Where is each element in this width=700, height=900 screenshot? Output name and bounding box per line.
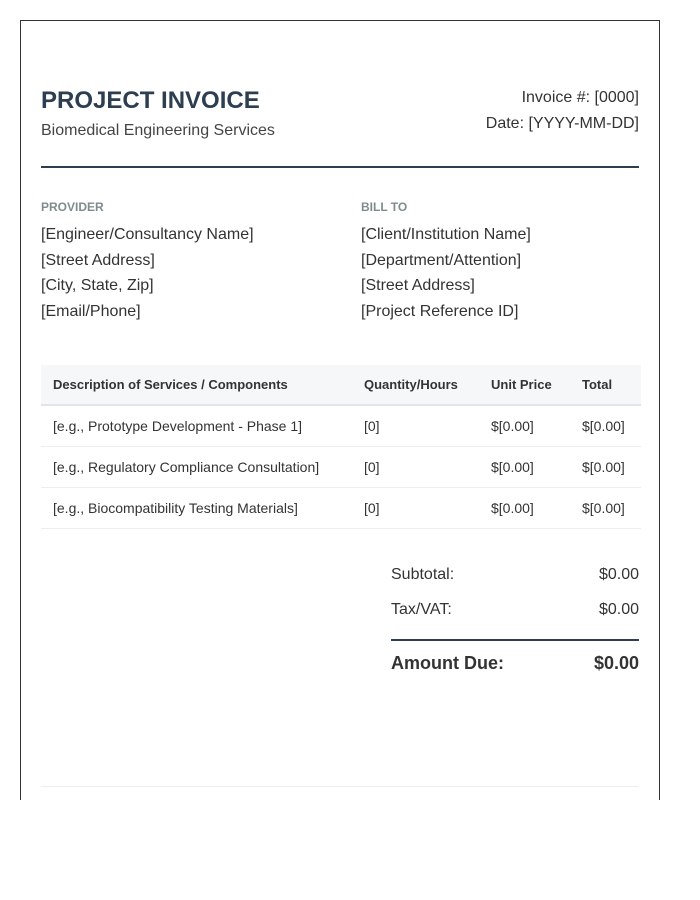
tax-row [391, 596, 639, 631]
subtotal-label: Subtotal: [391, 566, 455, 583]
provider-block [41, 198, 321, 324]
invoice-meta [486, 85, 639, 137]
project-reference: [Project Reference ID] [361, 302, 519, 320]
item-description: [e.g., Regulatory Compliance Consultation] [41, 447, 352, 488]
column-header-quantity: Quantity/Hours [352, 365, 479, 405]
item-total: $[0.00] [570, 405, 641, 447]
bill-to-block [361, 198, 641, 324]
amount-due-row [391, 653, 639, 674]
provider-city: [City, State, Zip] [41, 277, 154, 294]
item-total: $[0.00] [570, 488, 641, 529]
provider-name: [Engineer/Consultancy Name] [41, 226, 254, 243]
column-header-total: Total [570, 365, 641, 405]
item-quantity: [0] [352, 447, 479, 488]
invoice-title: PROJECT INVOICE [41, 87, 260, 114]
invoice-subtitle: Biomedical Engineering Services [41, 122, 275, 139]
item-unit-price: $[0.00] [479, 488, 570, 529]
item-unit-price: $[0.00] [479, 447, 570, 488]
table-row [41, 447, 641, 488]
table-row [41, 488, 641, 529]
table-header-row [41, 365, 641, 405]
invoice-page [20, 20, 660, 800]
client-street: [Street Address] [361, 277, 475, 294]
table-row [41, 405, 641, 447]
amount-due-value: $0.00 [593, 653, 639, 673]
totals-section [391, 561, 639, 674]
invoice-number: Invoice #: [0000] [521, 89, 639, 106]
client-name: [Client/Institution Name] [361, 226, 531, 243]
invoice-date: Date: [YYYY-MM-DD] [485, 115, 639, 132]
client-department: [Department/Attention] [361, 251, 522, 269]
provider-label: PROVIDER [41, 200, 104, 214]
item-total: $[0.00] [570, 447, 641, 488]
item-description: [e.g., Prototype Development - Phase 1] [41, 405, 352, 447]
item-quantity: [0] [352, 488, 479, 529]
subtotal-value: $0.00 [598, 566, 639, 583]
provider-contact: [Email/Phone] [41, 302, 141, 320]
provider-street: [Street Address] [41, 251, 155, 269]
item-unit-price: $[0.00] [479, 405, 570, 447]
totals-divider [391, 639, 639, 641]
invoice-header [41, 81, 639, 168]
amount-due-label: Amount Due: [391, 653, 504, 673]
subtotal-row [391, 561, 639, 596]
bill-to-label: BILL TO [361, 200, 408, 214]
item-quantity: [0] [352, 405, 479, 447]
line-items-table [41, 365, 641, 529]
tax-value: $0.00 [598, 601, 639, 618]
column-header-description: Description of Services / Components [41, 365, 352, 405]
column-header-unit-price: Unit Price [479, 365, 570, 405]
footer-divider [41, 786, 639, 787]
item-description: [e.g., Biocompatibility Testing Materials] [41, 488, 352, 529]
invoice-content [41, 21, 639, 800]
tax-label: Tax/VAT: [391, 601, 452, 618]
